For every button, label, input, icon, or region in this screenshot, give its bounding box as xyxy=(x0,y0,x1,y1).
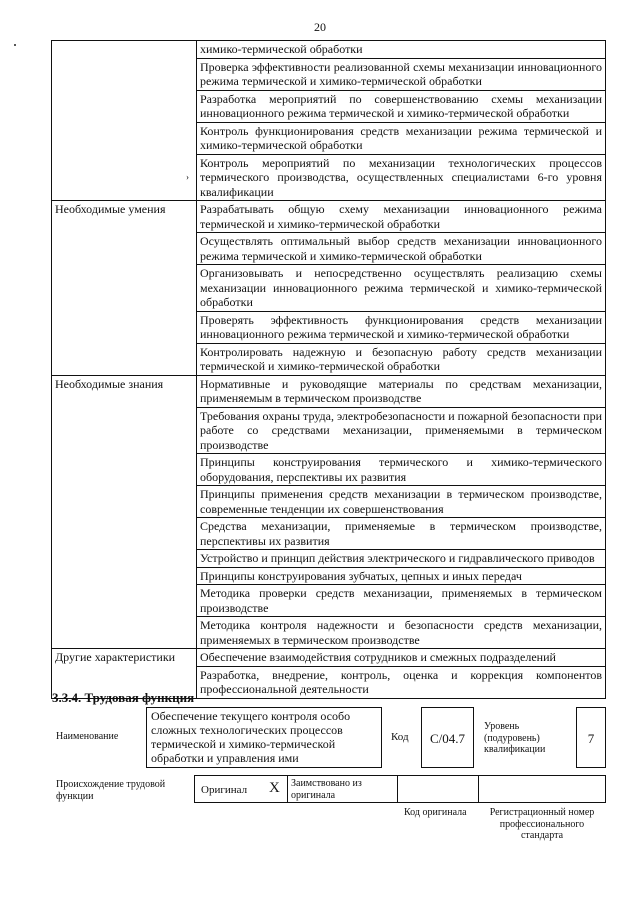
table-cell: Методика контроля надежности и безопасности средств механизации, применяемых в термическом производстве xyxy=(197,617,606,649)
table-cell: Разработка мероприятий по совершенствованию схемы механизации инновационного режима термической и химико-термической обработки xyxy=(197,90,606,122)
level-label: Уровень (подуровень) квалификации xyxy=(484,721,546,755)
scan-mark: › xyxy=(186,172,189,182)
origin-label: Происхождение трудовой функции xyxy=(56,779,166,802)
skills-label: Необходимые умения xyxy=(52,201,197,376)
table-cell: Обеспечение взаимодействия сотрудников и смежных подразделений xyxy=(197,649,606,667)
borrowed-cell: Заимствовано из оригинала xyxy=(287,775,398,803)
code-original-cell xyxy=(397,775,479,803)
table-cell: Нормативные и руководящие материалы по средствам механизации, применяемым в термическом производстве xyxy=(197,375,606,407)
page-number: 20 xyxy=(314,20,326,34)
code-value-box: С/04.7 xyxy=(421,707,474,768)
level-value-box: 7 xyxy=(576,707,606,768)
table-cell: Проверять эффективность функционирования средств механизации инновационного режима термической и химико-термической обработки xyxy=(197,311,606,343)
section-title: 3.3.4. Трудовая функция xyxy=(52,690,195,705)
table-cell: Принципы конструирования термического и химико-термического оборудования, перспективы их развития xyxy=(197,454,606,486)
table-cell: Осуществлять оптимальный выбор средств механизации инновационного режима термической и химико-термической обработки xyxy=(197,233,606,265)
table-cell: Средства механизации, применяемые в термическом производстве, перспективы их развития xyxy=(197,518,606,550)
original-mark: X xyxy=(269,780,280,796)
table-cell: Устройство и принцип действия электрического и гидравлического приводов xyxy=(197,550,606,568)
table-cell: Контроль мероприятий по механизации технологических процессов термического производства, осуществленных специалистами 6-го уровня квалификации xyxy=(197,154,606,201)
name-label: Наименование xyxy=(56,731,119,742)
other-label: Другие характеристики xyxy=(52,649,197,699)
table-cell: Контроль функционирования средств механизации режима термической и химико-термической обработки xyxy=(197,122,606,154)
function-name-box: Обеспечение текущего контроля особо сложных технологических процессов термической и химико-термической обработки и управления ими xyxy=(146,707,382,768)
reg-number-label: Регистрационный номер профессионального стандарта xyxy=(489,807,595,841)
code-original-label: Код оригинала xyxy=(404,807,467,818)
table-cell: Разрабатывать общую схему механизации инновационного режима термической и химико-термической обработки xyxy=(197,201,606,233)
table-cell: Контролировать надежную и безопасную работу средств механизации термической и химико-термической обработки xyxy=(197,343,606,375)
scan-dot xyxy=(14,44,16,46)
requirements-table xyxy=(51,40,606,699)
knowledge-label: Необходимые знания xyxy=(52,375,197,649)
table-cell: Требования охраны труда, электробезопасности и пожарной безопасности при работе со средствами механизации, применяемыми в термическом производстве xyxy=(197,407,606,454)
table-cell: Проверка эффективности реализованной схемы механизации инновационного режима термической и химико-термической обработки xyxy=(197,58,606,90)
top-label-cell xyxy=(52,41,197,201)
reg-number-cell xyxy=(478,775,606,803)
table-cell: Организовывать и непосредственно осуществлять реализацию схемы механизации инновационного режима термической и химико-термической обработки xyxy=(197,265,606,312)
table-row xyxy=(52,41,606,59)
original-cell xyxy=(194,775,288,803)
table-cell: Разработка, внедрение, контроль, оценка и коррекция компонентов профессиональной деятельности xyxy=(197,666,606,698)
original-label: Оригинал xyxy=(201,784,248,796)
table-cell: Принципы конструирования зубчатых, цепных и иных передач xyxy=(197,567,606,585)
table-cell: Методика проверки средств механизации, применяемых в термическом производстве xyxy=(197,585,606,617)
table-row xyxy=(52,649,606,667)
table-cell: Принципы применения средств механизации в термическом производстве, современные тенденции их совершенствования xyxy=(197,486,606,518)
code-label: Код xyxy=(391,731,409,743)
table-row xyxy=(52,375,606,407)
table-row xyxy=(52,201,606,233)
table-cell: химико-термической обработки xyxy=(197,41,606,59)
